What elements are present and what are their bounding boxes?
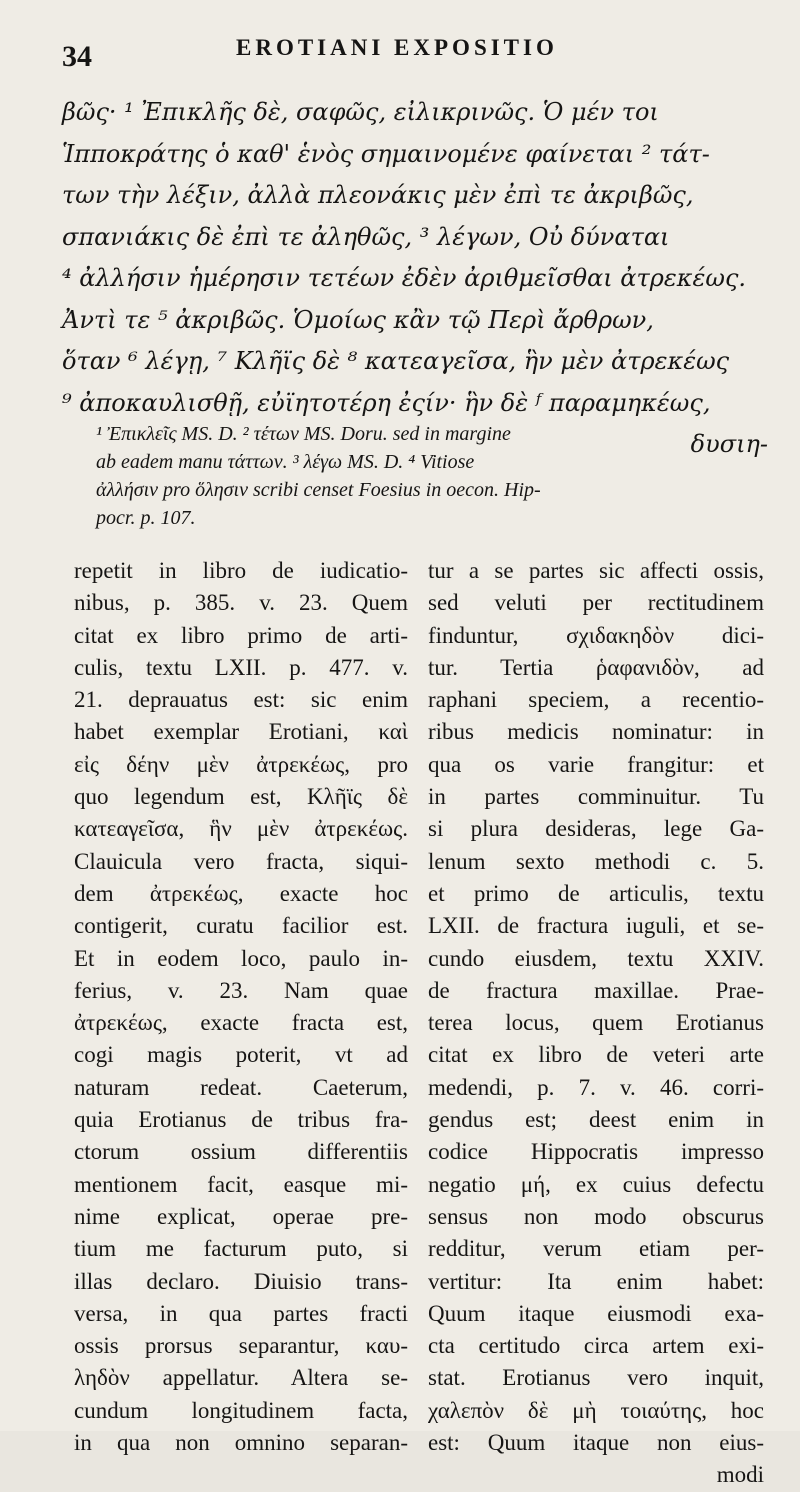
column-line: ctorum ossium differentiis: [74, 1139, 408, 1165]
column-line: vertitur: Ita enim habet:: [428, 1268, 764, 1294]
footnote-line: ab eadem manu τάττων. ³ λέγω MS. D. ⁴ Vitiose: [96, 451, 475, 473]
column-line: naturam redeat. Caeterum,: [74, 1074, 408, 1100]
column-line: qua os varie frangitur: et: [428, 751, 764, 777]
column-line: κατεαγεῖσα, ἣν μὲν ἀτρεκέως.: [74, 816, 408, 842]
column-line: dem ἀτρεκέως, exacte hoc: [74, 880, 408, 906]
column-line: sed veluti per rectitudinem: [428, 590, 764, 616]
column-line: habet exemplar Erotiani, καὶ: [74, 719, 408, 745]
column-line: si plura desideras, lege Ga-: [428, 816, 764, 842]
column-line: ribus medicis nominatur: in: [428, 719, 764, 745]
column-line: ossis prorsus separantur, καυ-: [74, 1333, 408, 1359]
column-line: tium me facturum puto, si: [74, 1236, 408, 1262]
column-line: ἀτρεκέως, exacte fracta est,: [74, 1010, 408, 1036]
column-line: χαλεπὸν δὲ μὴ τοιαύτης, hoc: [428, 1397, 764, 1423]
column-line: lenum sexto methodi c. 5.: [428, 848, 764, 874]
greek-line: ὅταν ⁶ λέγῃ, ⁷ Κλῆϊς δὲ ⁸ κατεαγεῖσα, ἣν μὲν ἀτρεκέως: [62, 347, 730, 375]
column-line: repetit in libro de iudicatio-: [74, 558, 408, 583]
column-line: finduntur, σχιδακηδὸν dici-: [428, 622, 764, 648]
column-line: Quum itaque eiusmodi exa-: [428, 1300, 764, 1326]
greek-main-text: [62, 92, 768, 466]
column-line: redditur, verum etiam per-: [428, 1236, 764, 1262]
column-line: tur. Tertia ῥαφανιδὸν, ad: [428, 654, 764, 680]
greek-line: Ἀντὶ τε ⁵ ἀκριβῶς. Ὁμοίως κἂν τῷ Περὶ ἄρθρων,: [62, 305, 654, 334]
column-line: cogi magis poterit, vt ad: [74, 1042, 408, 1068]
footnote-line: ¹ Ἐπικλεῖς MS. D. ² τέτων MS. Doru. sed in margine: [96, 423, 511, 445]
greek-line: των τὴν λέξιν, ἀλλὰ πλεονάκις μὲν ἐπὶ τε ἀκριβῶς,: [62, 181, 694, 209]
column-line: tur a se partes sic affecti ossis,: [428, 558, 764, 583]
column-line: culis, textu LXII. p. 477. v.: [74, 654, 408, 680]
footnotes: [96, 420, 768, 532]
page-number: 34: [62, 40, 92, 73]
column-line: terea locus, quem Erotianus: [428, 1010, 764, 1036]
column-line: Clauicula vero fracta, siqui-: [74, 848, 408, 874]
greek-line: Ἱπποκράτης ὁ καθ' ἑνὸς σημαινομένε φαίνεται ² τάτ-: [62, 139, 710, 168]
column-line: in partes comminuitur. Tu: [428, 784, 764, 810]
greek-line: σπανιάκις δὲ ἐπὶ τε ἀληθῶς, ³ λέγων, Οὐ δύναται: [62, 222, 670, 251]
column-line: cta certitudo circa artem exi-: [428, 1333, 764, 1359]
column-line: medendi, p. 7. v. 46. corri-: [428, 1074, 764, 1100]
greek-line: ⁹ ἀποκαυλισθῇ, εὐϊητοτέρη ἐςίν· ἣν δὲ ᶠ παραμηκέως,: [62, 388, 711, 417]
right-commentary-column: [428, 555, 764, 1492]
catchword: modi: [716, 1462, 764, 1488]
column-line: Et in eodem loco, paulo in-: [74, 945, 408, 971]
footnote-line: ἀλλήσιν pro ὅλησιν scribi censet Foesius in oecon. Hip-: [96, 479, 541, 501]
column-line: cundo eiusdem, textu XXIV.: [428, 945, 764, 971]
column-line: stat. Erotianus vero inquit,: [428, 1365, 764, 1391]
column-line: versa, in qua partes fracti: [74, 1300, 408, 1326]
column-line: ληδὸν appellatur. Altera se-: [74, 1365, 408, 1391]
column-line: est: Quum itaque non eius-: [428, 1430, 764, 1456]
greek-catchword: δυσιη-: [690, 430, 768, 458]
column-line: citat ex libro primo de arti-: [74, 622, 408, 648]
column-line: in qua non omnino separan-: [74, 1430, 408, 1456]
column-line: illas declaro. Diuisio trans-: [74, 1268, 408, 1294]
column-line: de fractura maxillae. Prae-: [428, 977, 764, 1003]
column-line: citat ex libro de veteri arte: [428, 1042, 764, 1068]
column-line: εἰς δέην μὲν ἀτρεκέως, pro: [74, 751, 408, 777]
column-line: contigerit, curatu facilior est.: [74, 913, 408, 939]
column-line: codice Hippocratis impresso: [428, 1139, 764, 1165]
column-line: 21. deprauatus est: sic enim: [74, 687, 408, 713]
greek-line: ⁴ ἀλλήσιν ἡμέρησιν τετέων ἐδὲν ἀριθμεῖσθαι ἀτρεκέως.: [62, 264, 747, 292]
column-line: mentionem facit, easque mi-: [74, 1171, 408, 1197]
column-line: sensus non modo obscurus: [428, 1203, 764, 1229]
column-line: et primo de articulis, textu: [428, 880, 764, 906]
column-line: nime explicat, operae pre-: [74, 1203, 408, 1229]
footnote-line: pocr. p. 107.: [96, 507, 196, 529]
column-line: quo legendum est, Κλῆϊς δὲ: [74, 784, 408, 810]
column-line: gendus est; deest enim in: [428, 1107, 764, 1133]
column-line: quia Erotianus de tribus fra-: [74, 1107, 408, 1133]
column-line: negatio μή, ex cuius defectu: [428, 1171, 764, 1197]
column-line: nibus, p. 385. v. 23. Quem: [74, 590, 408, 616]
running-title: EROTIANI EXPOSITIO: [236, 35, 558, 60]
column-line: LXII. de fractura iuguli, et se-: [428, 913, 764, 939]
column-line: cundum longitudinem facta,: [74, 1397, 408, 1423]
greek-line: βῶς· ¹ Ἐπικλῆς δὲ, σαφῶς, εἰλικρινῶς. Ὁ μέν τοι: [62, 98, 659, 126]
column-line: ferius, v. 23. Nam quae: [74, 977, 408, 1003]
column-line: raphani speciem, a recentio-: [428, 687, 764, 713]
left-commentary-column: [74, 555, 408, 1459]
